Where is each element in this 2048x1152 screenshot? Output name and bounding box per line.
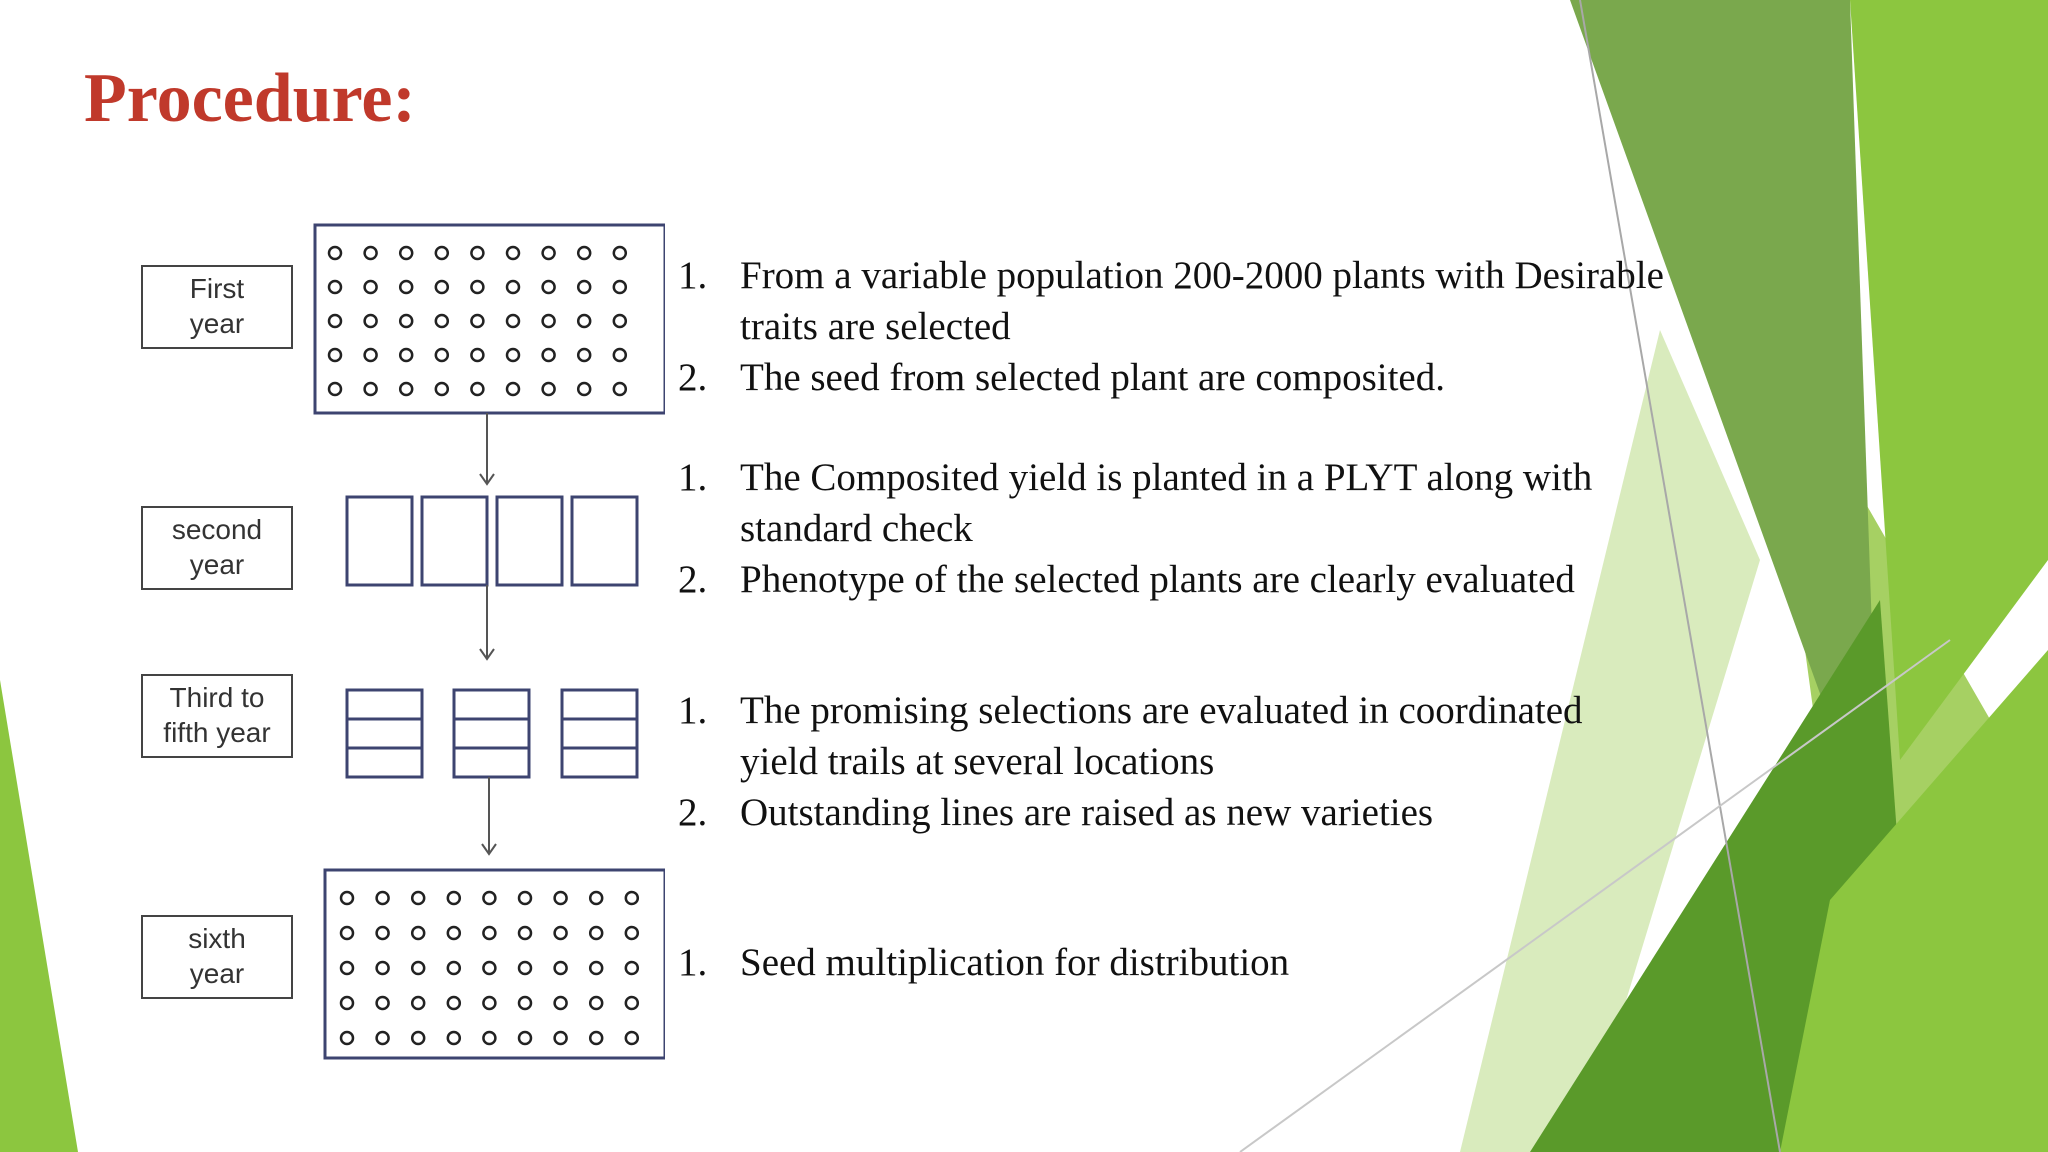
step-text-continued: traits are selected — [740, 305, 1011, 348]
plot-box — [422, 497, 487, 585]
plot-box — [572, 497, 637, 585]
step-text: The seed from selected plant are composited. — [740, 356, 1445, 399]
stacked-plot — [454, 690, 529, 777]
procedure-diagram — [125, 210, 665, 1080]
step-item — [678, 554, 1798, 605]
year-label: sixth — [188, 923, 246, 954]
step-number: 2. — [678, 791, 708, 834]
slide-title: Procedure: — [84, 60, 416, 137]
year-label: First — [189, 273, 245, 304]
plot-box — [497, 497, 562, 585]
year-label: fifth year — [163, 717, 271, 748]
step-number: 1. — [678, 456, 708, 499]
step-text: The promising selections are evaluated in coordinated — [740, 689, 1583, 732]
year-label: Third to — [169, 682, 265, 713]
step-number: 1. — [678, 689, 708, 732]
step-number: 1. — [678, 941, 708, 984]
step-item — [678, 787, 1798, 838]
step-number: 2. — [678, 356, 708, 399]
step-number: 1. — [678, 254, 708, 297]
step-text: From a variable population 200-2000 plants with Desirable — [740, 254, 1664, 297]
step-text: The Composited yield is planted in a PLYT along with — [740, 456, 1593, 499]
year-1-row — [142, 225, 665, 413]
step-text-continued: yield trails at several locations — [740, 740, 1215, 783]
step-number: 2. — [678, 558, 708, 601]
step-text: Seed multiplication for distribution — [740, 941, 1290, 984]
year-2-row — [142, 497, 637, 589]
stacked-plot — [347, 690, 422, 777]
step-item — [678, 452, 1798, 554]
step-item — [678, 352, 1798, 403]
stacked-plot — [562, 690, 637, 777]
step-group-year-6 — [678, 937, 1798, 988]
step-group-year-3-5 — [678, 685, 1798, 838]
year-label: second — [171, 514, 263, 545]
step-group-year-1 — [678, 250, 1798, 403]
step-text: Outstanding lines are raised as new varieties — [740, 791, 1434, 834]
plot-box — [347, 497, 412, 585]
step-item — [678, 250, 1798, 352]
year-label: year — [189, 308, 245, 339]
step-text: Phenotype of the selected plants are clearly evaluated — [740, 558, 1575, 601]
year-label: year — [189, 958, 245, 989]
year-3-5-row — [142, 675, 637, 777]
year-label: year — [189, 549, 245, 580]
left-green-sliver — [0, 680, 78, 1152]
step-item — [678, 685, 1798, 787]
step-item — [678, 937, 1798, 988]
step-group-year-2 — [678, 452, 1798, 605]
step-text-continued: standard check — [740, 507, 973, 550]
year-6-row — [142, 870, 665, 1058]
